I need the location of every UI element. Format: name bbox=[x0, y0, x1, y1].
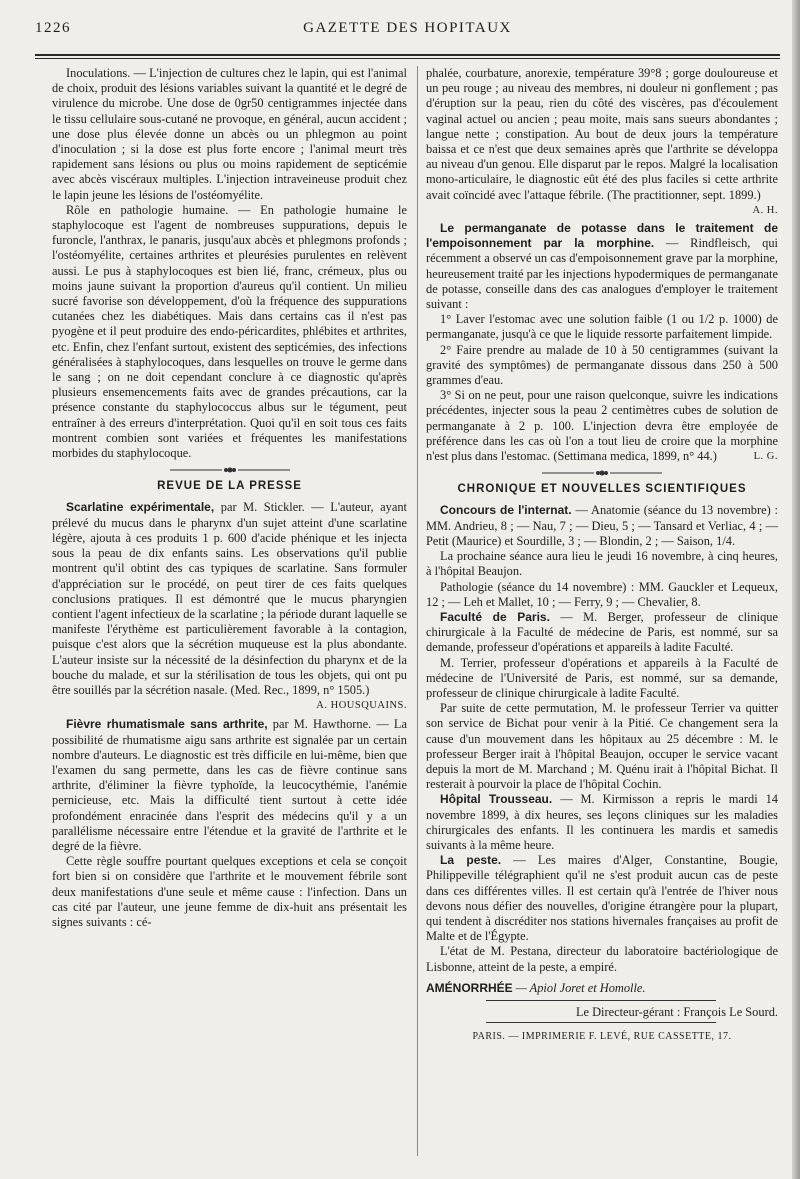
amenorrhee-title: AMÉNORRHÉE bbox=[426, 980, 513, 995]
printer-line: PARIS. — IMPRIMERIE F. LEVÉ, RUE CASSETTE, 17. bbox=[472, 1031, 732, 1043]
fievre-body: par M. Hawthorne. — La possibilité de rhumatisme aigu sans arthrite est signalée par un certain nombre d'auteurs. Le diagnostic est très difficile en lui-même, bien que l'examen du sang permette, dans les cas de fièvre continue sans arthrite, d'éliminer la fièvre typhoïde, la leucocythémie, l'anémie pernicieuse, etc. Mais la difficulté tient surtout à cette idée profondément enracinée dans l'esprit des médecins qu'il y a un parallélisme nécessaire entre l'étendue et la gravité de l'arthrite et le degré de la fièvre. bbox=[52, 717, 407, 853]
page-header bbox=[35, 20, 780, 42]
peste-paragraph-2: L'état de M. Pestana, directeur du laboratoire bactériologique de Lisbonne, atteint de la peste, a empiré. bbox=[426, 944, 778, 974]
scarlatine-body: par M. Stickler. — L'auteur, ayant prélevé du mucus dans le pharynx d'un sujet atteint d'une scarlatine légère, ajouta à ces produits 1 p. 600 d'acide phénique et les injecta sous la peau de dix enfants sains. Les observations qu'il publie montrent qu'il obtint des cas typiques de scarlatine. Sans formuler d'appréciation sur le procédé, on peut tirer de ces faits quelques conclusions pratiques. Il est démontré que le mucus pharyngien contient l'agent infectieux de la scarlatine ; la période durant laquelle se manifeste l'érythème est particulièrement favorable à la contagion, puisque c'est alors que la sécrétion muqueuse est la plus abondante. L'auteur insiste sur la nécessité de la désinfection du pharynx et de la bouche du malade, et sur la stérilisation de tous les objets, qui ont pu être souillés par la sécrétion nasale. (Med. Rec., 1899, n° 1505.) bbox=[52, 500, 407, 697]
amenorrhee-body: — Apiol Joret et Homolle. bbox=[515, 980, 646, 995]
scarlatine-signature: A. HOUSQUAINS. bbox=[316, 700, 407, 712]
ornament-divider bbox=[170, 467, 290, 473]
trousseau-body: — M. Kirmisson a repris le mardi 14 novembre 1899, à dix heures, ses leçons cliniques sur les maladies chirurgicales des enfants. Il les continuera les mardis et samedis suivants à la même heure. bbox=[426, 792, 778, 852]
director-line: Le Directeur-gérant : François Le Sourd. bbox=[575, 1004, 778, 1019]
concours-paragraph-3: Pathologie (séance du 14 novembre) : MM. Gauckler et Lequeux, 12 ; — Leh et Mallet, 10 ; — Ferry, 9 ; — Chevalier, 8. bbox=[426, 579, 778, 609]
concours-paragraph-2: La prochaine séance aura lieu le jeudi 16 novembre, à cinq heures, à l'hôpital Beaujon. bbox=[426, 549, 778, 579]
permanganate-title: Le permanganate de potasse dans le traitement de l'empoisonnement par la morphine. bbox=[426, 221, 778, 251]
journal-title: GAZETTE DES HOPITAUX bbox=[303, 20, 512, 36]
faculte-title: Faculté de Paris. bbox=[440, 609, 550, 624]
page-edge-shadow bbox=[792, 0, 800, 1179]
concours-title: Concours de l'internat. bbox=[440, 503, 572, 518]
fievre-title: Fièvre rhumatismale sans arthrite, bbox=[66, 717, 268, 732]
footer-rule bbox=[486, 1000, 716, 1001]
left-column bbox=[52, 66, 407, 930]
faculte-paragraph-3: Par suite de cette permutation, M. le professeur Terrier va quitter son service de Bichat pour venir à la Pitié. Ce changement sera la cause d'un mouvement dans les hôpitaux au 25 décembre : M. le professeur Berger irait à l'hôpital Beaujon, occuper le service vacant depuis la mort de M. Marchand ; M. Quénu irait à l'hôpital Bichat. Il resterait à pourvoir la place de l'hôpital Cochin. bbox=[426, 701, 778, 792]
permanganate-body: — Rindfleisch, qui récemment a observé un cas d'empoisonnement grave par la morphine, heureusement traité par les injections hypodermiques de permanganate de potasse, conseille dans des cas analogues d'employer le traitement suivant : bbox=[426, 236, 778, 312]
concours-body: — Anatomie (séance du 13 novembre) : MM. Andrieu, 8 ; — Nau, 7 ; — Dieu, 5 ; — Tansard et Verliac, 4 ; — Petit (Maurice) et Sourdille, 3 ; — Blondin, 2 ; — Saison, 1/4. bbox=[426, 503, 778, 548]
peste-title: La peste. bbox=[440, 853, 502, 868]
page-number: 1226 bbox=[35, 20, 71, 36]
fievre-paragraph-2: Cette règle souffre pourtant quelques exceptions et cela se conçoit fort bien si on considère que l'arthrite et le mouvement fébrile sont deux manifestations d'une seule et même cause : l'infection. Dans un cas cité par l'auteur, une jeune femme de dix-huit ans présentait les signes suivants : cé- bbox=[52, 854, 407, 929]
step-3: 3° Si on ne peut, pour une raison quelconque, suivre les indications précédentes, injecter sous la peau 2 centimètres cubes de solution de permanganate à 2 p. 100. L'injection devra être employée de préférence dans les cas où l'on a tout lieu de croire que la morphine n'est plus dans l'estomac. (Settimana medica, 1899, n° 44.) bbox=[426, 388, 778, 464]
fievre-signature: A. H. bbox=[752, 204, 778, 216]
inoculations-paragraph: Inoculations. — L'injection de cultures chez le lapin, qui est l'animal de choix, produit des lésions variables suivant la quantité et le degré de virulence du microbe. Une dose de 0gr50 centigrammes injectée dans le tissu cellulaire sous-cutané ne provoque, en général, aucun accident ; une dose plus élevée donne un abcès ou un phlegmon au point d'inoculation ; si la dose est plus forte encore ; l'animal meurt très rapidement sans lésions ou plus ou moins rapidement de septicémie avec abcès viscéraux multiples. L'injection intraveineuse produit chez le lapin jeune les lésions de l'ostéomyélite. bbox=[52, 66, 407, 202]
peste-body: — Les maires d'Alger, Constantine, Bougie, Philippeville télégraphient qu'il ne s'est produit aucun cas de peste dans ces différentes villes. Il est certain qu'à l'entrée de l'hiver nous devons nous défier des nouvelles, d'origine étrangère pour la plupart, qui tendent à discréditer nos stations hivernales françaises au profit de Malte et de l'Égypte. bbox=[426, 853, 778, 944]
step-1: 1° Laver l'estomac avec une solution faible (1 ou 1/2 p. 1000) de permanganate, jusqu'à ce que le liquide ressorte parfaitement limpide. bbox=[426, 312, 778, 342]
header-rule-thin bbox=[35, 58, 780, 59]
scarlatine-title: Scarlatine expérimentale, bbox=[66, 500, 215, 515]
fievre-continuation: phalée, courbature, anorexie, température 39°8 ; gorge douloureuse et un peu rouge ; au niveau des membres, ni douleur ni gonflement ; pas d'éruption sur la peau, rien du côté des viscères, pas d'écoulement vaginal actuel ou ancien ; peau moite, mais sans sueurs abondantes ; langue nette ; constipation. Au bout de deux jours la température baissa et ce n'est que deux semaines après que l'arthrite se développa au niveau d'un genou. Elle disparut par le repos. Malgré la localisation mono-articulaire, le diagnostic eût été des plus faciles si cette arthrite avait coïncidé avec l'attaque fébrile. (The practitionner, sept. 1899.) bbox=[426, 66, 778, 202]
faculte-body: — M. Berger, professeur de clinique chirurgicale à la Faculté de médecine de Paris, est nommé, sur sa demande, professeur d'opérations et appareils à ladite Faculté. bbox=[426, 609, 778, 655]
footer-rule-2 bbox=[486, 1022, 716, 1023]
section-revue-presse: REVUE DE LA PRESSE bbox=[157, 480, 302, 493]
column-divider bbox=[417, 66, 418, 1156]
right-column bbox=[426, 66, 778, 1044]
step-2: 2° Faire prendre au malade de 10 à 50 centigrammes (suivant la gravité des symptômes) de permanganate dissous dans 250 à 500 grammes d'eau. bbox=[426, 342, 778, 388]
faculte-paragraph-2: M. Terrier, professeur d'opérations et appareils à la Faculté de médecine de l'Université de Paris, est nommé, sur sa demande, professeur de clinique chirurgicale à ladite Faculté. bbox=[426, 655, 778, 700]
header-rule bbox=[35, 54, 780, 56]
role-pathologie-paragraph: Rôle en pathologie humaine. — En pathologie humaine le staphylocoque est l'agent de nombreuses suppurations, depuis le furoncle, l'anthrax, le panaris, jusqu'aux abcès et phlegmons profonds ; l'ostéomyélite, certaines arthrites et pleurésies purulentes en relèvent aussi. Le pus à staphylocoques est bien lié, franc, crémeux, plus ou moins jaune suivant la proportion d'aureus qu'il contient. Un milieu sucré favorise son développement, d'où la fréquence des suppurations cutanées chez les diabétiques. Mais dans certains cas il n'est pas pyogène et il peut produire des endo-péricardites, phlébites et arthrites, etc. Enfin, chez l'enfant surtout, existent des septicémies, des infections généralisées à staphylocoques, dans lesquelles on trouve le germe dans le sang ; on ne doit cependant conclure à ce diagnostic qu'après plusieurs ensemencements faits avec de grandes précautions, car la présence constante du staphylococcus albus sur le tégument, peut entraîner à des erreurs d'interprétation. Quoi qu'il en soit tous ces faits montrent combien sont variées et fréquentes les manifestations morbides du staphylocoque. bbox=[52, 202, 407, 461]
step-3-signature: L. G. bbox=[753, 451, 778, 463]
trousseau-title: Hôpital Trousseau. bbox=[440, 792, 553, 807]
ornament-divider-right bbox=[542, 470, 662, 476]
section-chronique: CHRONIQUE ET NOUVELLES SCIENTIFIQUES bbox=[457, 483, 747, 496]
